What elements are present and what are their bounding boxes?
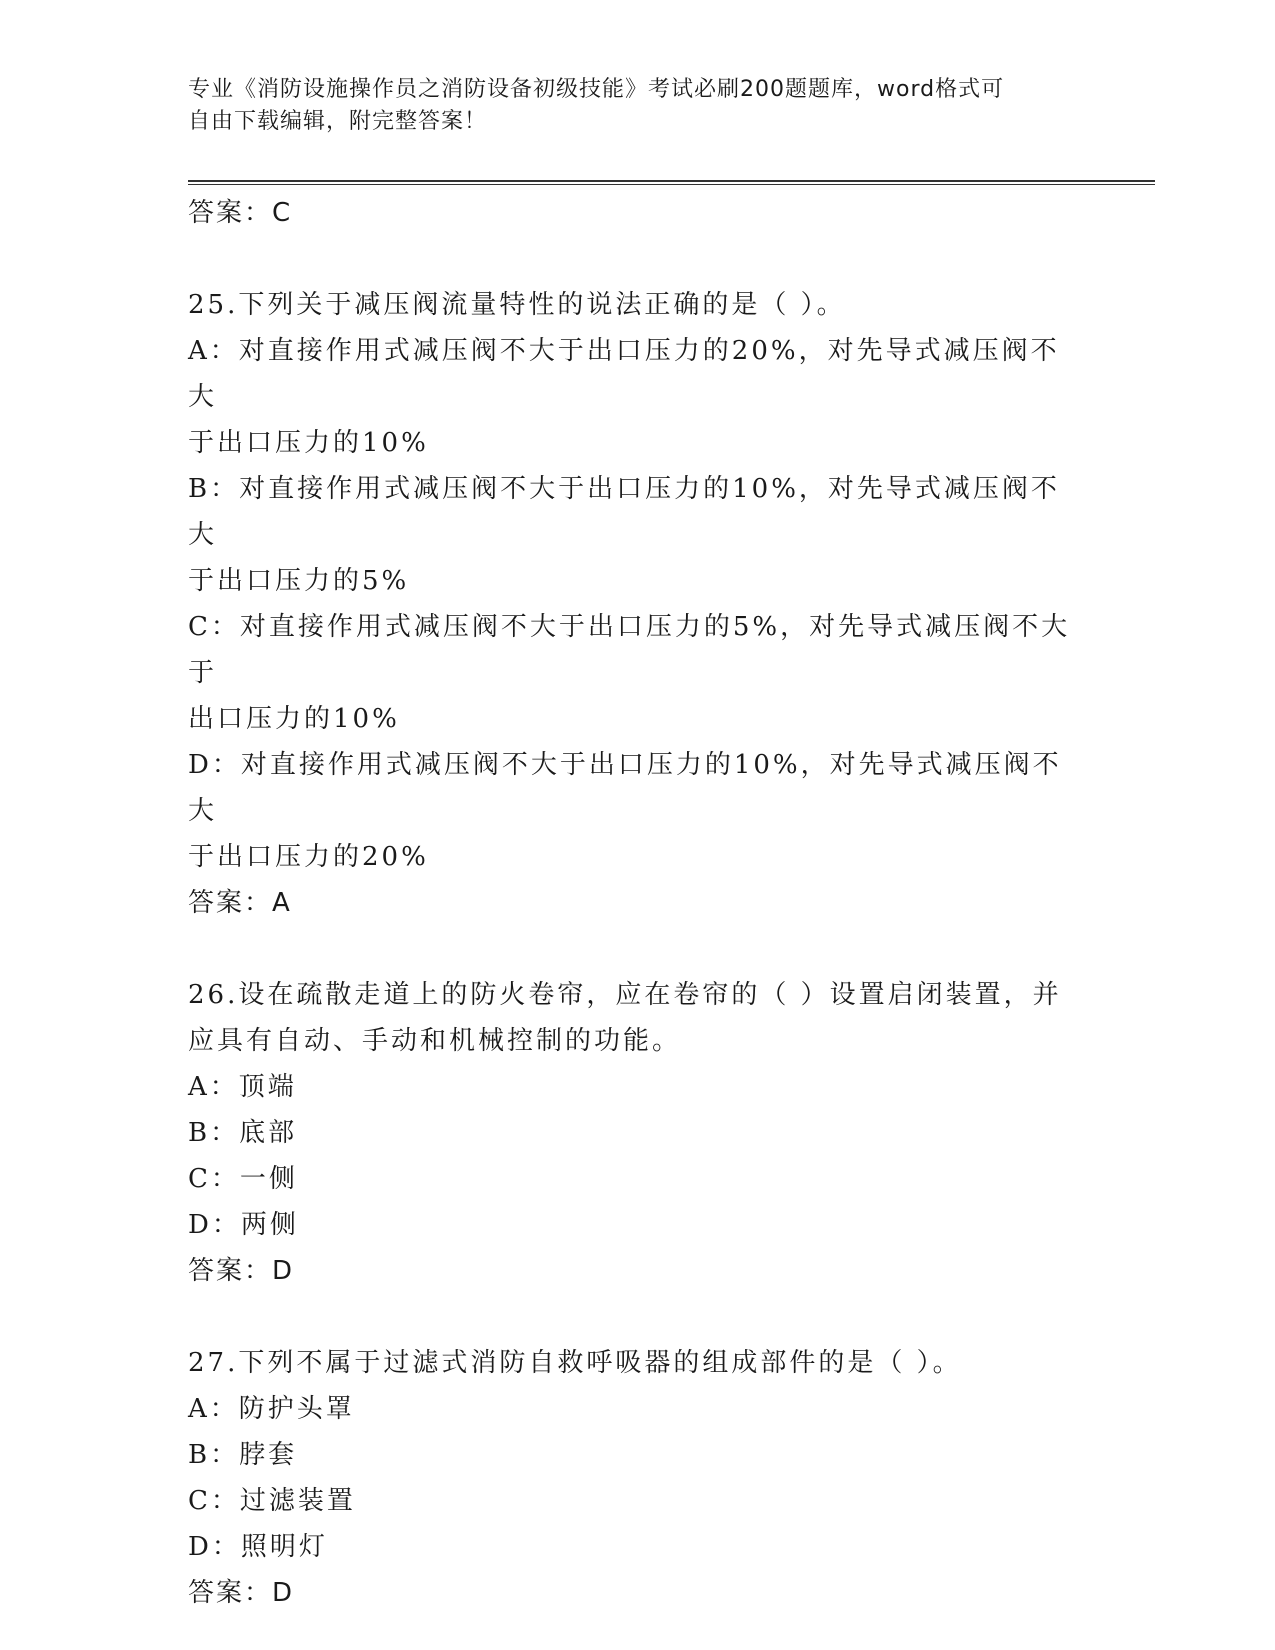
question-25 [188, 282, 1088, 926]
question-stem-line: 27.下列不属于过滤式消防自救呼吸器的组成部件的是（ ）。 [188, 1348, 962, 1378]
spacer [188, 926, 1088, 972]
spacer [188, 236, 1088, 282]
option-b: B：脖套 [188, 1440, 298, 1470]
option-d-line-2: 于出口压力的20% [188, 842, 429, 872]
option-c: C：一侧 [188, 1164, 298, 1194]
question-answer: 答案：A [188, 888, 292, 918]
option-a-line-2: 于出口压力的10% [188, 428, 429, 458]
option-d: D：照明灯 [188, 1532, 328, 1562]
question-stem-line: 25.下列关于减压阀流量特性的说法正确的是（ ）。 [188, 290, 846, 320]
question-27 [188, 1340, 1088, 1616]
question-stem-line: 26.设在疏散走道上的防火卷帘，应在卷帘的（ ）设置启闭装置，并 [188, 980, 1062, 1010]
question-answer: 答案：D [188, 1256, 295, 1286]
option-c-line-2: 出口压力的10% [188, 704, 400, 734]
spacer [188, 1294, 1088, 1340]
option-d-line-1: D：对直接作用式减压阀不大于出口压力的10%，对先导式减压阀不大 [188, 750, 1062, 826]
header-rule-thin [188, 184, 1155, 185]
question-26 [188, 972, 1088, 1294]
option-b: B：底部 [188, 1118, 298, 1148]
header-line-1: 专业《消防设施操作员之消防设备初级技能》考试必刷200题题库，word格式可 [188, 77, 1005, 102]
option-d: D：两侧 [188, 1210, 299, 1240]
option-b-line-1: B：对直接作用式减压阀不大于出口压力的10%，对先导式减压阀不大 [188, 474, 1060, 550]
option-c: C：过滤装置 [188, 1486, 356, 1516]
document-header [188, 74, 1068, 138]
previous-answer: 答案：C [188, 198, 293, 228]
option-a-line-1: A：对直接作用式减压阀不大于出口压力的20%，对先导式减压阀不大 [188, 336, 1060, 412]
question-stem-line: 应具有自动、手动和机械控制的功能。 [188, 1026, 682, 1056]
header-rule-thick [188, 180, 1155, 182]
option-a: A：防护头罩 [188, 1394, 355, 1424]
option-a: A：顶端 [188, 1072, 297, 1102]
document-body [188, 190, 1088, 1616]
option-b-line-2: 于出口压力的5% [188, 566, 410, 596]
header-line-2: 自由下载编辑，附完整答案！ [188, 109, 488, 134]
option-c-line-1: C：对直接作用式减压阀不大于出口压力的5%，对先导式减压阀不大于 [188, 612, 1071, 688]
question-answer: 答案：D [188, 1578, 295, 1608]
